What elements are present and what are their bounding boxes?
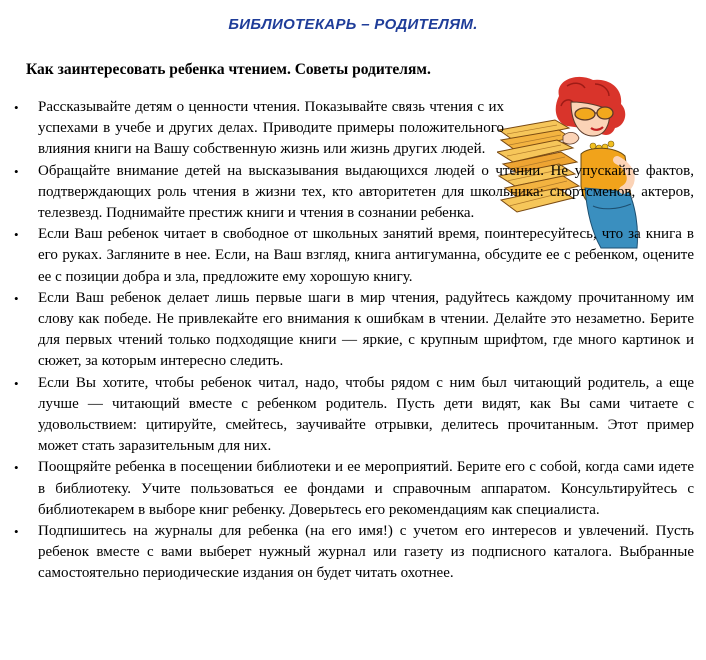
list-item [14, 224, 694, 288]
list-item [14, 288, 694, 373]
bullet-icon: • [14, 290, 19, 306]
bullet-icon: • [14, 375, 19, 391]
tip-text: Поощряйте ребенка в посещении библиотеки и ее мероприятий. Берите его с собой, когда сами идете в библиотеку. Учите пользоваться ее фондами и справочным аппаратом. Консультируйтесь с библиотекарем в выборе книг ребенку. Доверьтесь его рекомендациям как специалиста. [38, 459, 694, 518]
page-title: БИБЛИОТЕКАРЬ – РОДИТЕЛЯМ. [228, 16, 478, 33]
tip-text: Обращайте внимание детей на высказывания выдающихся людей о чтении. Не упускайте фактов, подтверждающих роль чтения в жизни тех, кто авторитетен для школьника: спортсменов, актеров, телезвезд. Поднимайте престиж книги и чтения в сознании ребенка. [38, 162, 694, 222]
document-subtitle: Как заинтересовать ребенка чтением. Советы родителям. [26, 61, 431, 78]
list-item [14, 373, 694, 458]
list-item [14, 97, 504, 161]
tip-text: Если Ваш ребенок делает лишь первые шаги в мир чтения, радуйтесь каждому прочитанному им слову как победе. Не привлекайте его внимания к ошибкам в чтении. Делайте это незаметно. Берите для первых чтений только подходящие книги — яркие, с крупным шрифтом, где много картинок и сюжет, за которым интересно следить. [38, 289, 694, 370]
list-item [14, 161, 694, 225]
list-item [14, 521, 694, 585]
tip-text: Если Ваш ребенок читает в свободное от школьных занятий время, поинтересуйтесь, что за книга в его руках. Загляните в нее. Если, на Ваш взгляд, книга антигуманна, обсудите ее с ребенком, оцените ее с позиции добра и зла, предложите ему хорошую книгу. [38, 226, 694, 285]
list-item [14, 457, 694, 521]
tip-text: Подпишитесь на журналы для ребенка (на его имя!) с учетом его интересов и увлечений. Пусть ребенок вместе с вами выберет нужный журнал или газету из подписного каталога. Выбранные самостоятельно периодические издания он будет читать охотнее. [38, 523, 694, 582]
bullet-icon: • [14, 163, 19, 179]
tips-list [14, 97, 694, 585]
bullet-icon: • [14, 100, 19, 115]
bullet-icon: • [14, 460, 19, 476]
bullet-icon: • [14, 227, 19, 243]
tip-text: Рассказывайте детям о ценности чтения. Показывайте связь чтения с их успехами в учебе и других делах. Приводите примеры положительного влияния книги на Вашу собственную жизнь или жизнь других людей. [38, 99, 504, 158]
bullet-icon: • [14, 524, 19, 540]
tip-text: Если Вы хотите, чтобы ребенок читал, надо, чтобы рядом с ним был читающий родитель, а еще лучше — читающий вместе с ребенком родитель. Пусть дети видят, как Вы сами читаете с удовольствием: цитируйте, смейтесь, заучивайте отрывки, делитесь прочитанным. Этот пример может стать заразительным для них. [38, 374, 694, 455]
